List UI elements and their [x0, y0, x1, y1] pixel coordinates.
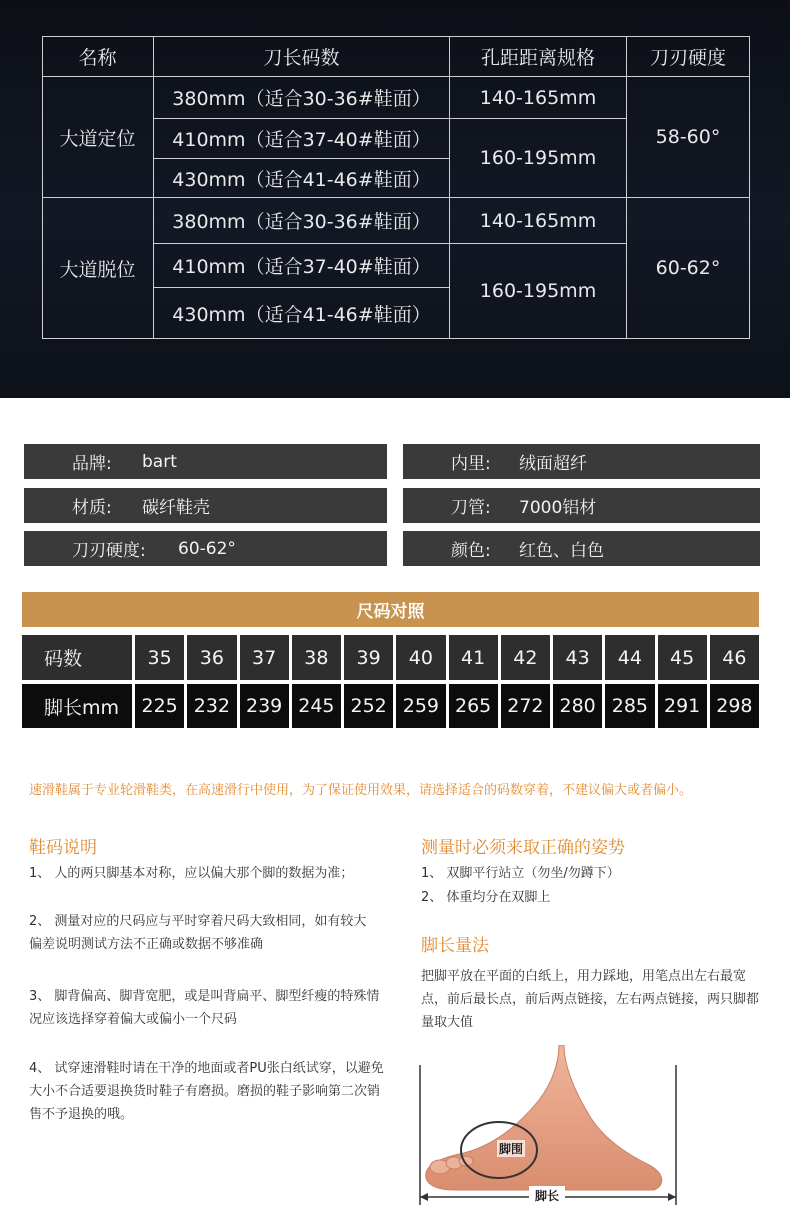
length-cell: 291	[658, 684, 707, 728]
size-cell: 46	[710, 635, 759, 680]
attr-key: 刀管:	[451, 498, 491, 518]
spec-spacing-cell: 140-165mm	[450, 198, 627, 244]
girth-label: 脚围	[499, 1142, 524, 1156]
attr-brand	[24, 444, 387, 479]
attr-material	[24, 488, 387, 523]
size-cell: 38	[292, 635, 341, 680]
size-cell: 36	[187, 635, 236, 680]
length-cell: 272	[501, 684, 550, 728]
attr-lining	[403, 444, 760, 479]
spec-spacing-cell: 140-165mm	[450, 77, 627, 119]
size-row	[22, 635, 759, 680]
spec-length-cell: 410mm（适合37-40#鞋面）	[154, 244, 450, 288]
warning-text: 速滑鞋属于专业轮滑鞋类，在高速滑行中使用，为了保证使用效果，请选择适合的码数穿着，不建议偏大或者偏小。	[29, 783, 693, 798]
size-cell: 41	[449, 635, 498, 680]
length-row	[22, 684, 759, 728]
size-notes-title: 鞋码说明	[29, 838, 97, 858]
attr-key: 品牌:	[72, 454, 112, 474]
attr-value: 红色、白色	[519, 541, 604, 561]
spec-hardness-cell: 58-60°	[627, 77, 750, 198]
size-cell: 44	[605, 635, 654, 680]
method-text: 把脚平放在平面的白纸上，用力踩地，用笔点出左右最宽点，前后最长点，前后两点链接，左右两点链接，两只脚都量取大值	[421, 969, 760, 1030]
size-cell: 39	[344, 635, 393, 680]
length-cell: 265	[449, 684, 498, 728]
attr-value: 碳纤鞋壳	[142, 498, 210, 518]
size-row-label: 码数	[22, 635, 132, 680]
attr-hardness	[24, 531, 387, 566]
length-cell: 280	[553, 684, 602, 728]
spec-group-name: 大道定位	[42, 77, 154, 198]
attr-value: bart	[142, 451, 177, 472]
length-cell: 259	[396, 684, 445, 728]
length-cell: 225	[135, 684, 184, 728]
size-cell: 37	[240, 635, 289, 680]
length-cell: 298	[710, 684, 759, 728]
length-cell: 252	[344, 684, 393, 728]
length-row-label: 脚长mm	[22, 684, 132, 728]
spec-length-cell: 380mm（适合30-36#鞋面）	[154, 77, 450, 119]
foot-diagram	[414, 1045, 684, 1205]
spec-spacing-cell: 160-195mm	[450, 119, 627, 198]
spec-hardness-cell: 60-62°	[627, 198, 750, 339]
posture-title: 测量时必须来取正确的姿势	[421, 838, 625, 858]
length-cell: 285	[605, 684, 654, 728]
length-label: 脚长	[535, 1189, 560, 1203]
attr-key: 材质:	[72, 498, 112, 518]
spec-length-cell: 380mm（适合30-36#鞋面）	[154, 198, 450, 244]
size-cell: 45	[658, 635, 707, 680]
spec-header-spacing: 孔距距离规格	[450, 36, 627, 77]
spec-length-cell: 410mm（适合37-40#鞋面）	[154, 119, 450, 159]
length-cell: 232	[187, 684, 236, 728]
attr-value: 绒面超纤	[519, 454, 587, 474]
foot-illustration	[414, 1045, 684, 1205]
size-note: 2、 测量对应的尺码应与平时穿着尺码大致相同，如有较大偏差说明测试方法不正确或数据不够准确	[29, 914, 367, 952]
attr-value: 60-62°	[178, 538, 236, 559]
posture-note: 1、 双脚平行站立（勿坐/勿蹲下）	[421, 866, 620, 881]
spec-section	[0, 0, 790, 398]
spec-header-hardness: 刀刃硬度	[627, 36, 750, 77]
attr-color	[403, 531, 760, 566]
spec-group-name: 大道脱位	[42, 198, 154, 339]
attr-key: 内里:	[451, 454, 491, 474]
length-cell: 239	[240, 684, 289, 728]
spec-table	[42, 36, 750, 339]
size-note: 1、 人的两只脚基本对称，应以偏大那个脚的数据为准；	[29, 866, 354, 881]
attr-key: 刀刃硬度:	[72, 541, 146, 561]
spec-spacing-cell: 160-195mm	[450, 244, 627, 339]
spec-header-name: 名称	[42, 36, 154, 77]
spec-length-cell: 430mm（适合41-46#鞋面）	[154, 159, 450, 198]
size-note: 3、 脚背偏高、脚背宽肥，或是叫背扁平、脚型纤瘦的特殊情况应该选择穿着偏大或偏小一个尺码	[29, 989, 380, 1027]
length-cell: 245	[292, 684, 341, 728]
size-note: 4、 试穿速滑鞋时请在干净的地面或者PU张白纸试穿，以避免大小不合适要退换货时鞋子有磨损。磨损的鞋子影响第二次销售不予退换的哦。	[29, 1061, 384, 1122]
attr-key: 颜色:	[451, 541, 491, 561]
size-cell: 43	[553, 635, 602, 680]
size-cell: 40	[396, 635, 445, 680]
size-cell: 42	[501, 635, 550, 680]
spec-header-length: 刀长码数	[154, 36, 450, 77]
spec-length-cell: 430mm（适合41-46#鞋面）	[154, 288, 450, 339]
size-chart-title: 尺码对照	[22, 592, 759, 627]
posture-note: 2、 体重均分在双脚上	[421, 890, 551, 905]
method-title: 脚长量法	[421, 936, 489, 956]
size-cell: 35	[135, 635, 184, 680]
attr-value: 7000铝材	[519, 498, 597, 518]
attr-frame	[403, 488, 760, 523]
